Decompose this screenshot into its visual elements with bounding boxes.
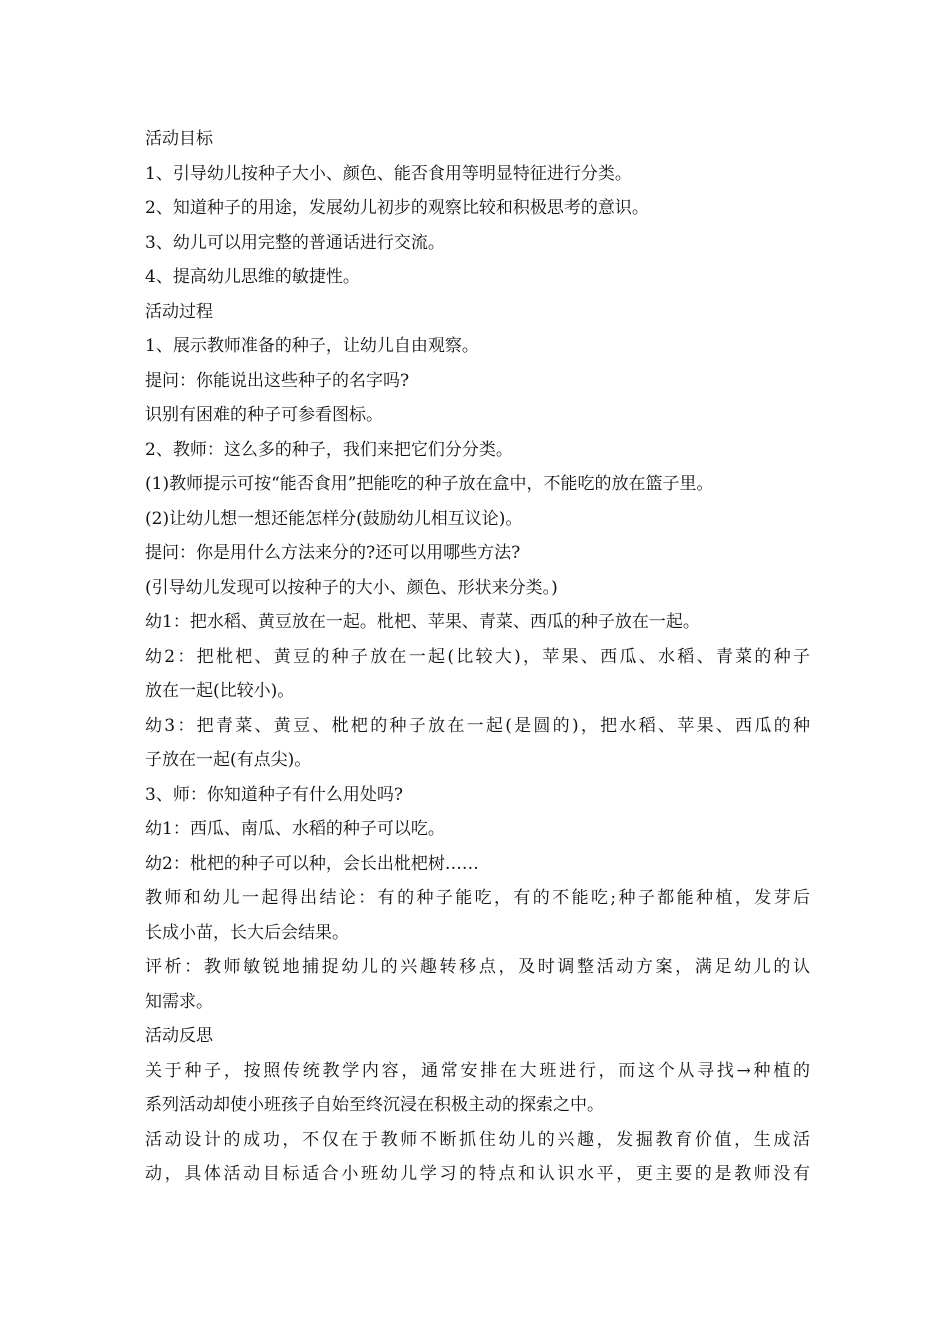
text-line: 3、师：你知道种子有什么用处吗?: [145, 784, 403, 805]
text-line: 幼1：西瓜、南瓜、水稻的种子可以吃。: [145, 819, 445, 839]
text-line: 系列活动却使小班孩子自始至终沉浸在积极主动的探索之中。: [145, 1095, 604, 1115]
text-line: 活动过程: [145, 301, 213, 322]
text-line: 动，具体活动目标适合小班幼儿学习的特点和认识水平，更主要的是教师没有: [145, 1164, 810, 1184]
text-line: 提问：你能说出这些种子的名字吗?: [145, 370, 410, 391]
text-line: 幼2：把枇杷、黄豆的种子放在一起(比较大)，苹果、西瓜、水稻、青菜的种子: [145, 646, 810, 667]
text-line: 2、知道种子的用途，发展幼儿初步的观察比较和积极思考的意识。: [145, 198, 649, 218]
text-line: 子放在一起(有点尖)。: [145, 750, 312, 770]
document-body: [145, 122, 810, 1192]
text-line: 活动设计的成功，不仅在于教师不断抓住幼儿的兴趣，发掘教育价值，生成活: [145, 1129, 810, 1150]
text-line: 知需求。: [145, 991, 213, 1012]
text-line: 幼3：把青菜、黄豆、枇杷的种子放在一起(是圆的)，把水稻、苹果、西瓜的种: [145, 715, 810, 736]
text-line: 3、幼儿可以用完整的普通话进行交流。: [145, 232, 445, 253]
text-line: 活动目标: [145, 129, 213, 149]
text-line: 幼2：枇杷的种子可以种，会长出枇杷树……: [145, 853, 479, 874]
text-line: 长成小苗，长大后会结果。: [145, 922, 349, 943]
text-line: 活动反思: [145, 1026, 213, 1046]
text-line: 2、教师：这么多的种子，我们来把它们分分类。: [145, 439, 513, 460]
text-line: 评析：教师敏锐地捕捉幼儿的兴趣转移点，及时调整活动方案，满足幼儿的认: [145, 957, 810, 977]
text-line: (1)教师提示可按“能否食用”把能吃的种子放在盒中，不能吃的放在篮子里。: [145, 474, 714, 494]
text-line: 提问：你是用什么方法来分的?还可以用哪些方法?: [145, 543, 521, 563]
text-line: 1、引导幼儿按种子大小、颜色、能否食用等明显特征进行分类。: [145, 163, 632, 184]
text-line: 1、展示教师准备的种子，让幼儿自由观察。: [145, 336, 479, 356]
text-line: 识别有困难的种子可参看图标。: [145, 405, 383, 425]
text-line: (2)让幼儿想一想还能怎样分(鼓励幼儿相互议论)。: [145, 508, 523, 529]
text-line: 4、提高幼儿思维的敏捷性。: [145, 267, 360, 287]
text-line: 关于种子，按照传统教学内容，通常安排在大班进行，而这个从寻找→种植的: [145, 1060, 810, 1081]
text-line: 幼1：把水稻、黄豆放在一起。枇杷、苹果、青菜、西瓜的种子放在一起。: [145, 612, 700, 632]
text-line: 教师和幼儿一起得出结论：有的种子能吃，有的不能吃;种子都能种植，发芽后: [145, 888, 810, 908]
text-line: 放在一起(比较小)。: [145, 681, 295, 701]
text-line: (引导幼儿发现可以按种子的大小、颜色、形状来分类。): [145, 577, 558, 598]
